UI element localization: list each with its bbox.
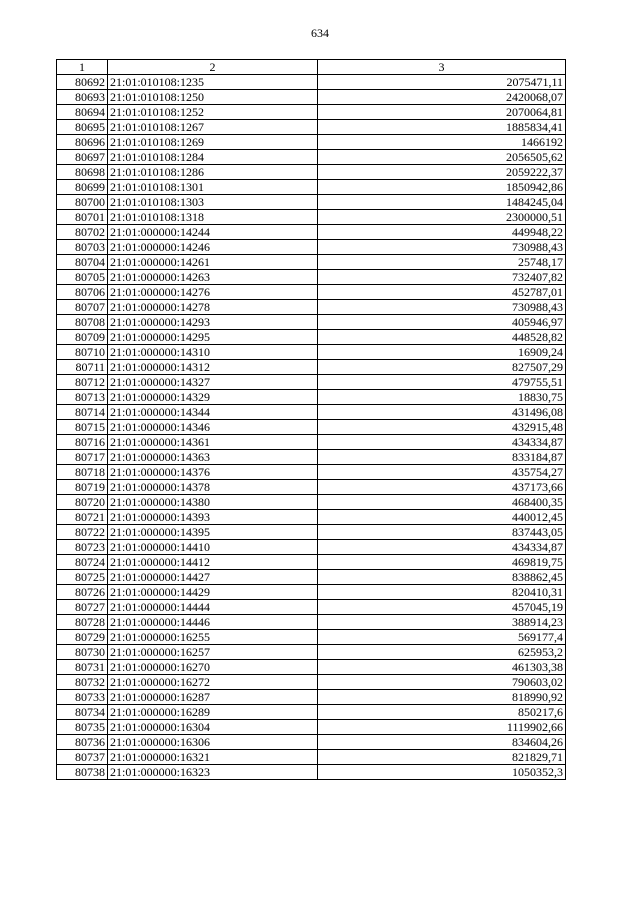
table-row xyxy=(57,75,566,90)
table-row xyxy=(57,300,566,315)
row-number-cell: 80736 xyxy=(57,735,108,750)
table-row xyxy=(57,615,566,630)
cadastral-number-cell: 21:01:000000:16255 xyxy=(108,630,318,645)
table-row xyxy=(57,360,566,375)
cadastral-number-cell: 21:01:000000:14263 xyxy=(108,270,318,285)
cadastral-number-cell: 21:01:000000:14244 xyxy=(108,225,318,240)
value-cell: 833184,87 xyxy=(318,450,566,465)
value-cell: 448528,82 xyxy=(318,330,566,345)
value-cell: 569177,4 xyxy=(318,630,566,645)
row-number-cell: 80693 xyxy=(57,90,108,105)
value-cell: 457045,19 xyxy=(318,600,566,615)
row-number-cell: 80696 xyxy=(57,135,108,150)
cadastral-number-cell: 21:01:000000:14295 xyxy=(108,330,318,345)
value-cell: 16909,24 xyxy=(318,345,566,360)
table-row xyxy=(57,180,566,195)
cadastral-number-cell: 21:01:010108:1284 xyxy=(108,150,318,165)
value-cell: 818990,92 xyxy=(318,690,566,705)
cadastral-number-cell: 21:01:000000:14444 xyxy=(108,600,318,615)
row-number-cell: 80702 xyxy=(57,225,108,240)
value-cell: 469819,75 xyxy=(318,555,566,570)
value-cell: 432915,48 xyxy=(318,420,566,435)
cadastral-number-cell: 21:01:000000:14310 xyxy=(108,345,318,360)
row-number-cell: 80723 xyxy=(57,540,108,555)
cadastral-number-cell: 21:01:010108:1267 xyxy=(108,120,318,135)
cadastral-number-cell: 21:01:000000:14429 xyxy=(108,585,318,600)
row-number-cell: 80721 xyxy=(57,510,108,525)
column-header-1: 1 xyxy=(57,60,108,75)
row-number-cell: 80714 xyxy=(57,405,108,420)
table-row xyxy=(57,690,566,705)
value-cell: 732407,82 xyxy=(318,270,566,285)
cadastral-number-cell: 21:01:000000:14410 xyxy=(108,540,318,555)
value-cell: 440012,45 xyxy=(318,510,566,525)
row-number-cell: 80708 xyxy=(57,315,108,330)
cadastral-number-cell: 21:01:010108:1250 xyxy=(108,90,318,105)
value-cell: 452787,01 xyxy=(318,285,566,300)
row-number-cell: 80724 xyxy=(57,555,108,570)
value-cell: 431496,08 xyxy=(318,405,566,420)
table-row xyxy=(57,105,566,120)
cadastral-number-cell: 21:01:000000:14293 xyxy=(108,315,318,330)
value-cell: 850217,6 xyxy=(318,705,566,720)
row-number-cell: 80734 xyxy=(57,705,108,720)
row-number-cell: 80737 xyxy=(57,750,108,765)
row-number-cell: 80706 xyxy=(57,285,108,300)
table-row xyxy=(57,750,566,765)
row-number-cell: 80720 xyxy=(57,495,108,510)
table-row xyxy=(57,450,566,465)
row-number-cell: 80697 xyxy=(57,150,108,165)
table-row xyxy=(57,435,566,450)
table-row xyxy=(57,660,566,675)
row-number-cell: 80732 xyxy=(57,675,108,690)
cadastral-number-cell: 21:01:000000:16272 xyxy=(108,675,318,690)
row-number-cell: 80731 xyxy=(57,660,108,675)
row-number-cell: 80699 xyxy=(57,180,108,195)
cadastral-number-cell: 21:01:010108:1286 xyxy=(108,165,318,180)
cadastral-number-cell: 21:01:010108:1303 xyxy=(108,195,318,210)
table-row xyxy=(57,240,566,255)
table-row xyxy=(57,390,566,405)
value-cell: 834604,26 xyxy=(318,735,566,750)
row-number-cell: 80700 xyxy=(57,195,108,210)
cadastral-number-cell: 21:01:000000:14427 xyxy=(108,570,318,585)
table-row xyxy=(57,600,566,615)
table-row xyxy=(57,90,566,105)
table-row xyxy=(57,150,566,165)
table-row xyxy=(57,210,566,225)
row-number-cell: 80735 xyxy=(57,720,108,735)
row-number-cell: 80711 xyxy=(57,360,108,375)
row-number-cell: 80694 xyxy=(57,105,108,120)
value-cell: 2056505,62 xyxy=(318,150,566,165)
row-number-cell: 80705 xyxy=(57,270,108,285)
cadastral-number-cell: 21:01:000000:14327 xyxy=(108,375,318,390)
value-cell: 437173,66 xyxy=(318,480,566,495)
table-row xyxy=(57,510,566,525)
cadastral-number-cell: 21:01:000000:16270 xyxy=(108,660,318,675)
cadastral-number-cell: 21:01:000000:14344 xyxy=(108,405,318,420)
cadastral-number-cell: 21:01:000000:16321 xyxy=(108,750,318,765)
row-number-cell: 80713 xyxy=(57,390,108,405)
table-row xyxy=(57,585,566,600)
row-number-cell: 80725 xyxy=(57,570,108,585)
cadastral-number-cell: 21:01:000000:14276 xyxy=(108,285,318,300)
row-number-cell: 80710 xyxy=(57,345,108,360)
value-cell: 405946,97 xyxy=(318,315,566,330)
table-row xyxy=(57,765,566,780)
value-cell: 18830,75 xyxy=(318,390,566,405)
row-number-cell: 80733 xyxy=(57,690,108,705)
cadastral-number-cell: 21:01:000000:14395 xyxy=(108,525,318,540)
column-header-3: 3 xyxy=(318,60,566,75)
cadastral-number-cell: 21:01:000000:14329 xyxy=(108,390,318,405)
value-cell: 1119902,66 xyxy=(318,720,566,735)
table-row xyxy=(57,255,566,270)
cadastral-number-cell: 21:01:010108:1269 xyxy=(108,135,318,150)
cadastral-number-cell: 21:01:000000:16304 xyxy=(108,720,318,735)
value-cell: 837443,05 xyxy=(318,525,566,540)
cadastral-number-cell: 21:01:000000:14246 xyxy=(108,240,318,255)
cadastral-number-cell: 21:01:000000:14261 xyxy=(108,255,318,270)
row-number-cell: 80718 xyxy=(57,465,108,480)
value-cell: 1484245,04 xyxy=(318,195,566,210)
row-number-cell: 80726 xyxy=(57,585,108,600)
value-cell: 838862,45 xyxy=(318,570,566,585)
cadastral-number-cell: 21:01:000000:16257 xyxy=(108,645,318,660)
table-row xyxy=(57,195,566,210)
cadastral-number-cell: 21:01:000000:14380 xyxy=(108,495,318,510)
table-row xyxy=(57,480,566,495)
cadastral-number-cell: 21:01:000000:14278 xyxy=(108,300,318,315)
cadastral-number-cell: 21:01:010108:1252 xyxy=(108,105,318,120)
table-row xyxy=(57,735,566,750)
row-number-cell: 80730 xyxy=(57,645,108,660)
cadastral-value-table xyxy=(56,59,566,780)
table-row xyxy=(57,420,566,435)
cadastral-number-cell: 21:01:000000:14393 xyxy=(108,510,318,525)
row-number-cell: 80719 xyxy=(57,480,108,495)
value-cell: 730988,43 xyxy=(318,300,566,315)
table-row xyxy=(57,465,566,480)
table-row xyxy=(57,375,566,390)
row-number-cell: 80695 xyxy=(57,120,108,135)
cadastral-number-cell: 21:01:000000:14446 xyxy=(108,615,318,630)
row-number-cell: 80707 xyxy=(57,300,108,315)
cadastral-number-cell: 21:01:010108:1235 xyxy=(108,75,318,90)
table-row xyxy=(57,330,566,345)
table-row xyxy=(57,555,566,570)
value-cell: 827507,29 xyxy=(318,360,566,375)
cadastral-number-cell: 21:01:000000:14361 xyxy=(108,435,318,450)
cadastral-number-cell: 21:01:000000:16287 xyxy=(108,690,318,705)
value-cell: 435754,27 xyxy=(318,465,566,480)
row-number-cell: 80698 xyxy=(57,165,108,180)
cadastral-number-cell: 21:01:000000:14412 xyxy=(108,555,318,570)
table-row xyxy=(57,270,566,285)
column-header-2: 2 xyxy=(108,60,318,75)
value-cell: 1885834,41 xyxy=(318,120,566,135)
row-number-cell: 80738 xyxy=(57,765,108,780)
value-cell: 821829,71 xyxy=(318,750,566,765)
value-cell: 388914,23 xyxy=(318,615,566,630)
table-header-row xyxy=(57,60,566,75)
value-cell: 820410,31 xyxy=(318,585,566,600)
row-number-cell: 80703 xyxy=(57,240,108,255)
cadastral-number-cell: 21:01:000000:14363 xyxy=(108,450,318,465)
table-row xyxy=(57,720,566,735)
row-number-cell: 80715 xyxy=(57,420,108,435)
value-cell: 1850942,86 xyxy=(318,180,566,195)
value-cell: 2070064,81 xyxy=(318,105,566,120)
cadastral-number-cell: 21:01:010108:1318 xyxy=(108,210,318,225)
table-row xyxy=(57,705,566,720)
value-cell: 625953,2 xyxy=(318,645,566,660)
table-row xyxy=(57,495,566,510)
page-number: 634 xyxy=(311,26,329,40)
table-row xyxy=(57,405,566,420)
row-number-cell: 80716 xyxy=(57,435,108,450)
value-cell: 2059222,37 xyxy=(318,165,566,180)
table-row xyxy=(57,225,566,240)
table-row xyxy=(57,630,566,645)
value-cell: 730988,43 xyxy=(318,240,566,255)
value-cell: 1050352,3 xyxy=(318,765,566,780)
value-cell: 434334,87 xyxy=(318,435,566,450)
value-cell: 461303,38 xyxy=(318,660,566,675)
value-cell: 790603,02 xyxy=(318,675,566,690)
table-row xyxy=(57,285,566,300)
row-number-cell: 80717 xyxy=(57,450,108,465)
value-cell: 2420068,07 xyxy=(318,90,566,105)
value-cell: 2075471,11 xyxy=(318,75,566,90)
table-row xyxy=(57,540,566,555)
cadastral-number-cell: 21:01:000000:14346 xyxy=(108,420,318,435)
table-row xyxy=(57,120,566,135)
row-number-cell: 80704 xyxy=(57,255,108,270)
value-cell: 479755,51 xyxy=(318,375,566,390)
row-number-cell: 80709 xyxy=(57,330,108,345)
row-number-cell: 80722 xyxy=(57,525,108,540)
table-row xyxy=(57,315,566,330)
row-number-cell: 80727 xyxy=(57,600,108,615)
row-number-cell: 80729 xyxy=(57,630,108,645)
value-cell: 25748,17 xyxy=(318,255,566,270)
table-row xyxy=(57,135,566,150)
table-body xyxy=(57,75,566,780)
row-number-cell: 80728 xyxy=(57,615,108,630)
value-cell: 2300000,51 xyxy=(318,210,566,225)
table-row xyxy=(57,645,566,660)
cadastral-number-cell: 21:01:000000:16306 xyxy=(108,735,318,750)
value-cell: 449948,22 xyxy=(318,225,566,240)
value-cell: 1466192 xyxy=(318,135,566,150)
cadastral-number-cell: 21:01:000000:16323 xyxy=(108,765,318,780)
cadastral-number-cell: 21:01:010108:1301 xyxy=(108,180,318,195)
cadastral-number-cell: 21:01:000000:14378 xyxy=(108,480,318,495)
row-number-cell: 80701 xyxy=(57,210,108,225)
value-cell: 434334,87 xyxy=(318,540,566,555)
cadastral-number-cell: 21:01:000000:16289 xyxy=(108,705,318,720)
table-row xyxy=(57,570,566,585)
row-number-cell: 80712 xyxy=(57,375,108,390)
table-row xyxy=(57,525,566,540)
table-row xyxy=(57,345,566,360)
cadastral-number-cell: 21:01:000000:14312 xyxy=(108,360,318,375)
table-row xyxy=(57,165,566,180)
cadastral-number-cell: 21:01:000000:14376 xyxy=(108,465,318,480)
table-row xyxy=(57,675,566,690)
row-number-cell: 80692 xyxy=(57,75,108,90)
value-cell: 468400,35 xyxy=(318,495,566,510)
